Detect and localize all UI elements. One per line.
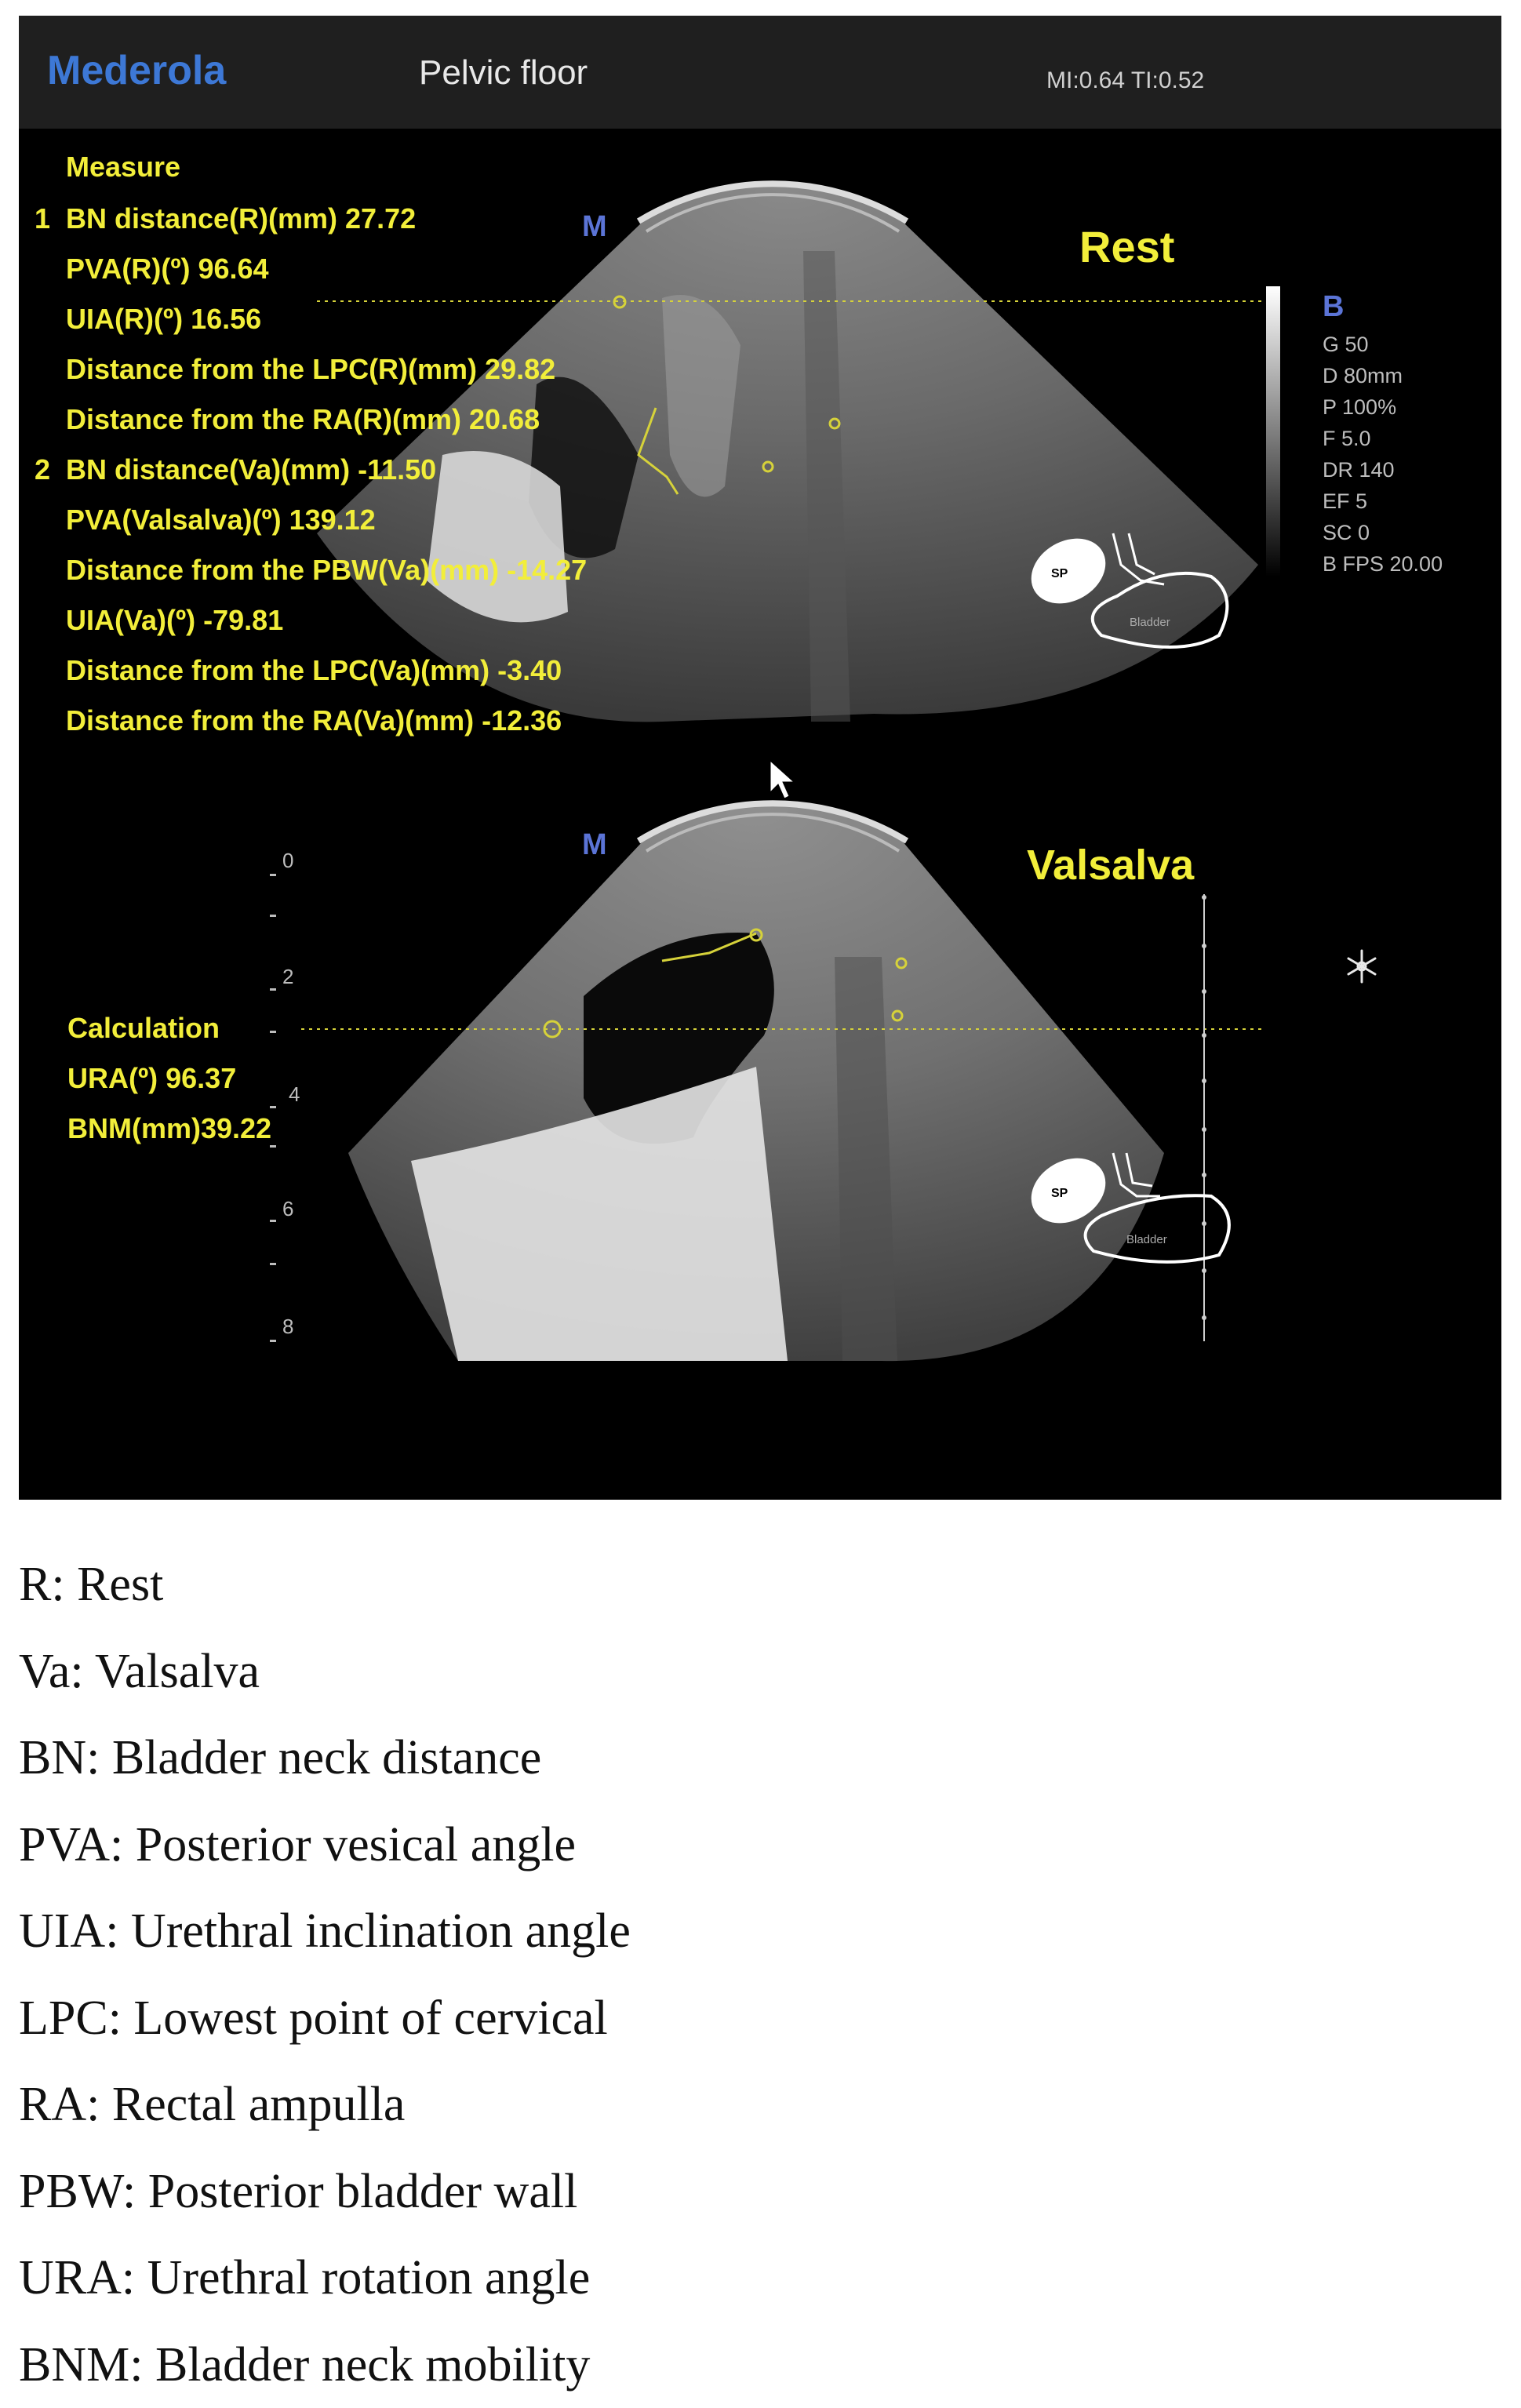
- measure-heading: Measure: [66, 151, 180, 184]
- legend-item: R: Rest: [19, 1541, 631, 1628]
- measure-item: BN distance(R)(mm) 27.72: [66, 202, 416, 235]
- pointer-arrow-icon: [770, 761, 794, 798]
- valsalva-bladder-label: Bladder: [1126, 1233, 1167, 1246]
- measure-item: UIA(R)(º) 16.56: [66, 303, 261, 336]
- legend-item: RA: Rectal ampulla: [19, 2061, 631, 2148]
- measure-group2-number: 2: [35, 453, 50, 486]
- measure-item: Distance from the RA(R)(mm) 20.68: [66, 403, 540, 436]
- legend-item: UIA: Urethral inclination angle: [19, 1888, 631, 1975]
- rest-orientation-marker: M: [582, 210, 607, 244]
- rest-panel-title: Rest: [1079, 221, 1174, 272]
- left-depth-ruler: [270, 874, 276, 1342]
- calculation-heading: Calculation: [67, 1012, 220, 1045]
- measure-item: PVA(R)(º) 96.64: [66, 253, 269, 286]
- imaging-param: B FPS 20.00: [1323, 552, 1443, 577]
- snowflake-freeze-icon[interactable]: [1348, 951, 1375, 982]
- brand-logo: Mederola: [47, 47, 226, 94]
- rest-bladder-label: Bladder: [1130, 616, 1170, 629]
- measure-item: UIA(Va)(º) -79.81: [66, 604, 283, 637]
- legend-item: BNM: Bladder neck mobility: [19, 2322, 631, 2408]
- legend-item: Va: Valsalva: [19, 1628, 631, 1715]
- imaging-param: EF 5: [1323, 489, 1367, 514]
- legend-item: LPC: Lowest point of cervical: [19, 1975, 631, 2062]
- imaging-param: P 100%: [1323, 395, 1396, 420]
- imaging-param: DR 140: [1323, 458, 1395, 482]
- measure-item: Distance from the LPC(R)(mm) 29.82: [66, 353, 555, 386]
- measure-item: Distance from the PBW(Va)(mm) -14.27: [66, 554, 587, 587]
- mi-ti-readout: MI:0.64 TI:0.52: [1046, 67, 1204, 94]
- legend-item: URA: Urethral rotation angle: [19, 2235, 631, 2322]
- legend-item: BN: Bladder neck distance: [19, 1715, 631, 1802]
- imaging-param: D 80mm: [1323, 364, 1403, 388]
- legend-item: PVA: Posterior vesical angle: [19, 1802, 631, 1889]
- depth-tick: 8: [282, 1315, 293, 1339]
- depth-tick: 2: [282, 965, 293, 989]
- abbreviation-legend: [19, 1541, 631, 2408]
- depth-tick: 6: [282, 1197, 293, 1221]
- calculation-item: BNM(mm)39.22: [67, 1112, 271, 1145]
- measure-group1-number: 1: [35, 202, 50, 235]
- grayscale-bar: [1266, 286, 1280, 577]
- right-depth-ruler: [1202, 894, 1206, 1341]
- exam-preset-title: Pelvic floor: [419, 53, 588, 93]
- measure-item: Distance from the RA(Va)(mm) -12.36: [66, 704, 562, 737]
- valsalva-symphysis-label: SP: [1051, 1187, 1068, 1200]
- legend-item: PBW: Posterior bladder wall: [19, 2148, 631, 2235]
- measure-item: BN distance(Va)(mm) -11.50: [66, 453, 436, 486]
- calculation-item: URA(º) 96.37: [67, 1062, 236, 1095]
- imaging-param: SC 0: [1323, 521, 1370, 545]
- imaging-param: F 5.0: [1323, 427, 1371, 451]
- ultrasound-screen: [19, 16, 1501, 1500]
- rest-symphysis-label: SP: [1051, 567, 1068, 580]
- depth-tick: 0: [282, 849, 293, 873]
- depth-tick: 4: [289, 1082, 300, 1107]
- imaging-param: G 50: [1323, 333, 1369, 357]
- valsalva-panel-title: Valsalva: [1027, 841, 1194, 889]
- ultrasound-images: [19, 16, 1501, 1500]
- imaging-mode-label: B: [1323, 290, 1344, 324]
- measure-item: Distance from the LPC(Va)(mm) -3.40: [66, 654, 562, 687]
- valsalva-orientation-marker: M: [582, 828, 607, 862]
- measure-item: PVA(Valsalva)(º) 139.12: [66, 504, 376, 537]
